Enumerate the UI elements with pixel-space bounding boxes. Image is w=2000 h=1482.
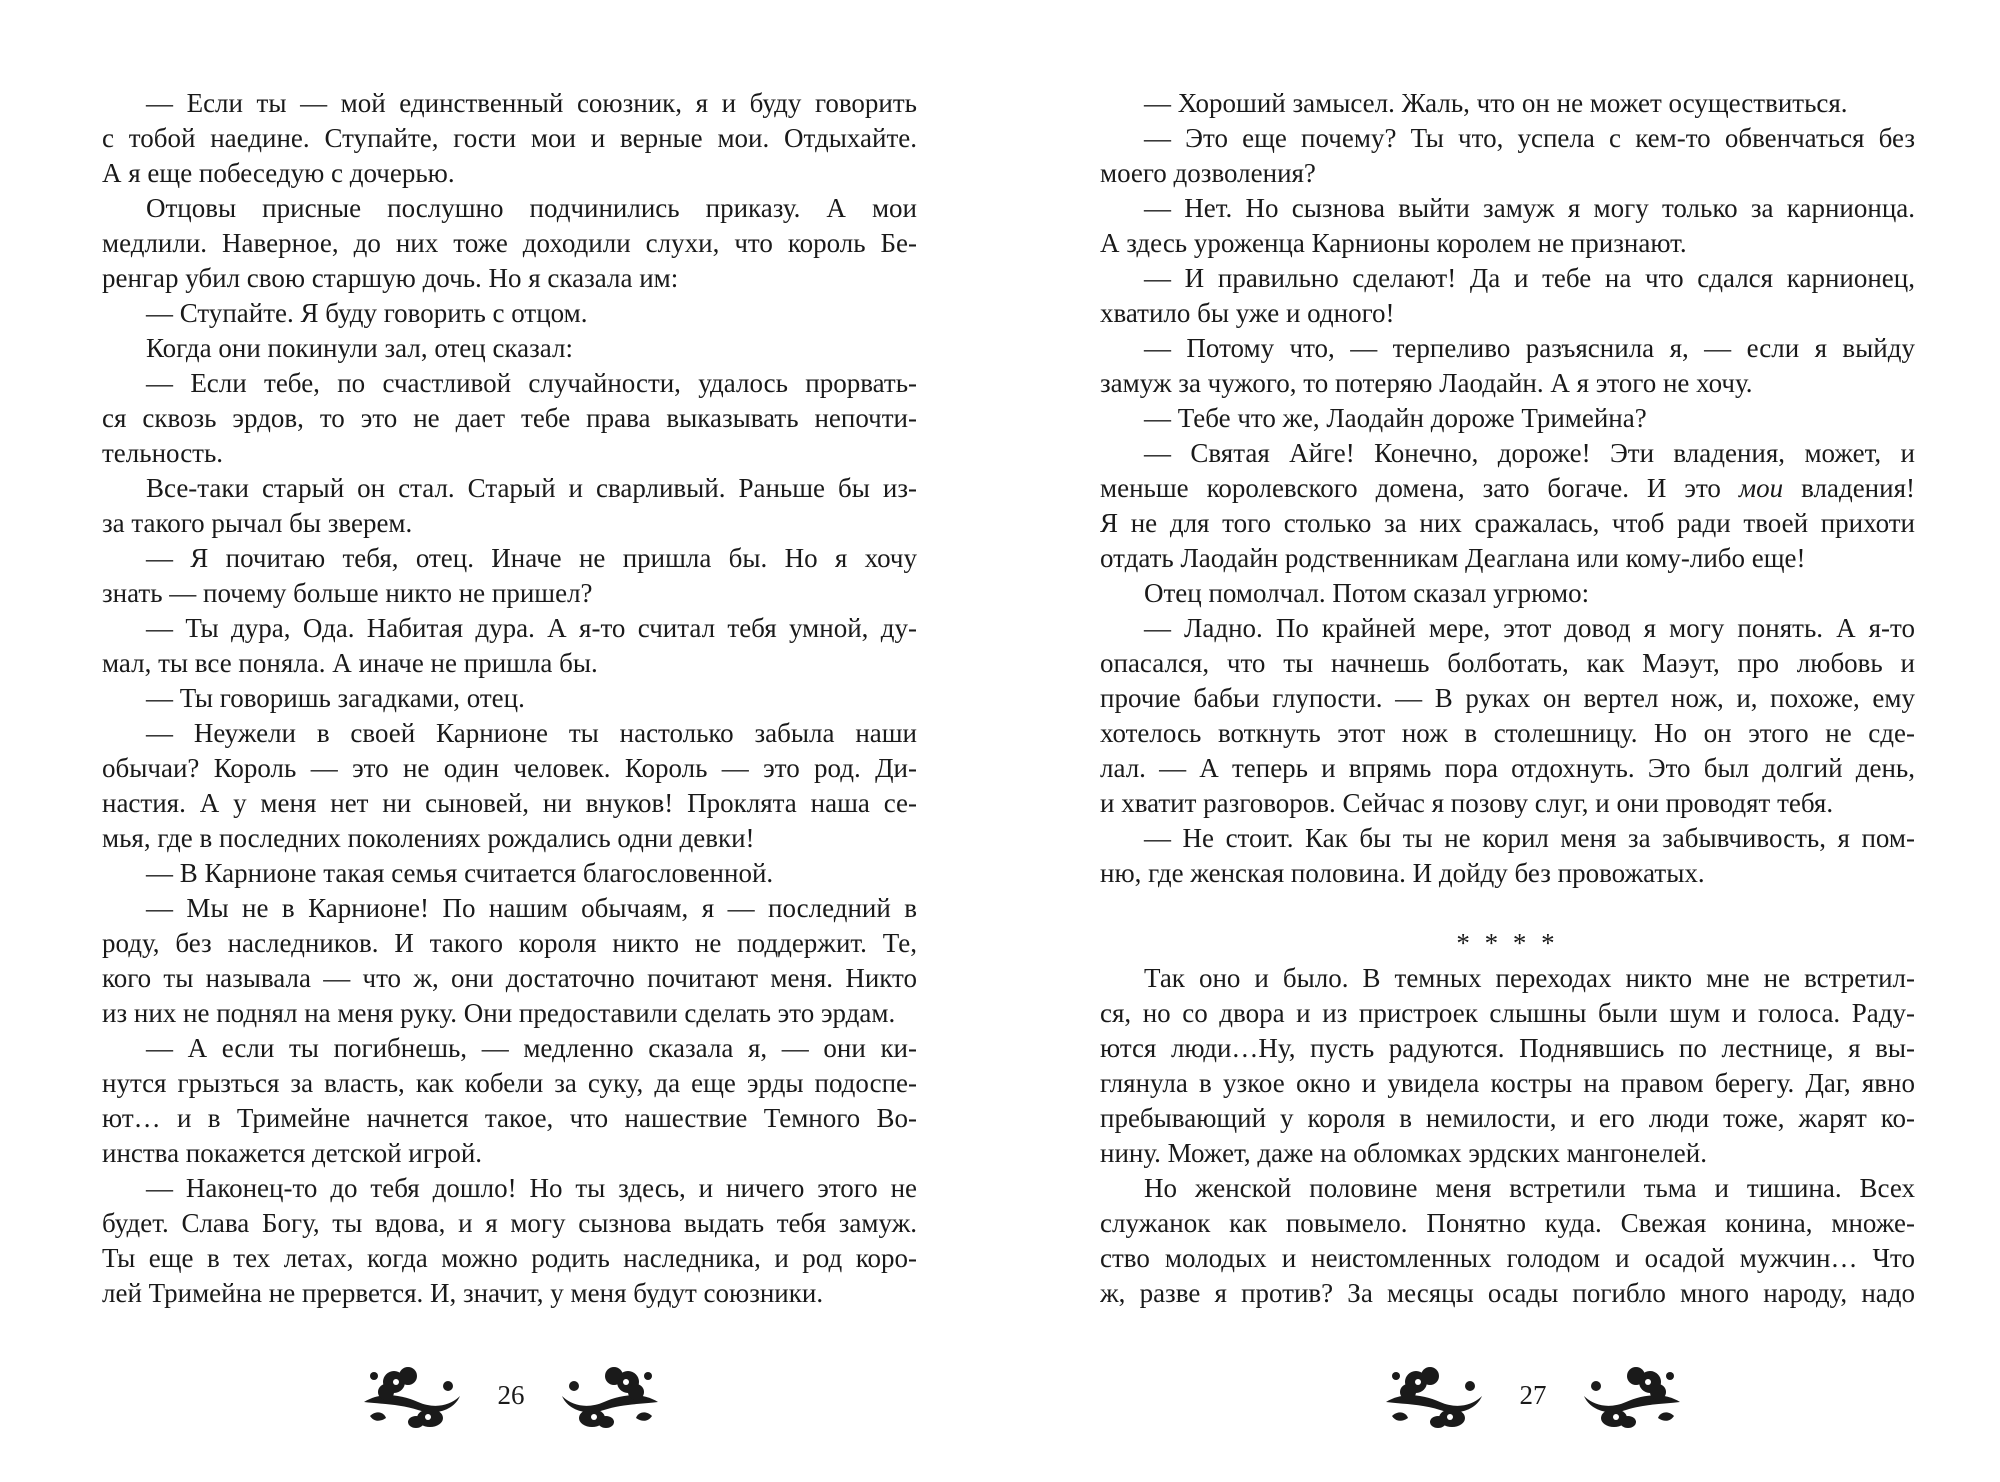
- text-line: служанок как повымело. Понятно куда. Свежая конина, множе-: [1100, 1208, 1915, 1238]
- text-line: — Это еще почему? Ты что, успела с кем-то обвенчаться без: [1144, 123, 1915, 153]
- text-line: меньше королевского домена, зато богаче. И это мои владения!: [1100, 473, 1915, 503]
- text-line: — И правильно сделают! Да и тебе на что сдался карнионец,: [1144, 263, 1915, 293]
- text-line: прочие бабьи глупости. — В руках он вертел нож, и, похоже, ему: [1100, 683, 1915, 713]
- text-line: А я еще побеседую с дочерью.: [102, 158, 455, 188]
- text-line: Когда они покинули зал, отец сказал:: [146, 333, 573, 363]
- text-line: — Ладно. По крайней мере, этот довод я могу понять. А я-то: [1144, 613, 1915, 643]
- text-line: лал. — А теперь и впрямь пора отдохнуть. Это был долгий день,: [1100, 753, 1915, 783]
- floral-ornament-icon: [1578, 1356, 1688, 1434]
- page-number: 26: [497, 1380, 525, 1410]
- text-line: — Ступайте. Я буду говорить с отцом.: [146, 298, 588, 328]
- text-line: роду, без наследников. И такого короля никто не поддержит. Те,: [102, 928, 917, 958]
- text-line: — Хороший замысел. Жаль, что он не может осуществиться.: [1144, 88, 1848, 118]
- right-page-footer: [1378, 1355, 1688, 1435]
- text-line: за такого рычал бы зверем.: [102, 508, 413, 538]
- text-line: знать — почему больше никто не пришел?: [102, 578, 593, 608]
- text-line: хватило бы уже и одного!: [1100, 298, 1395, 328]
- section-break: * * * *: [1456, 928, 1559, 958]
- text-line: замуж за чужого, то потеряю Лаодайн. А я этого не хочу.: [1100, 368, 1753, 398]
- text-line: — Святая Айге! Конечно, дороже! Эти владения, может, и: [1144, 438, 1915, 468]
- right-page: [1100, 86, 1915, 1311]
- text-line: — Потому что, — терпеливо разъяснила я, — если я выйду: [1144, 333, 1915, 363]
- text-line: А здесь уроженца Карнионы королем не признают.: [1100, 228, 1687, 258]
- text-line: отдать Лаодайн родственникам Деаглана или кому-либо еще!: [1100, 543, 1806, 573]
- text-line: моего дозволения?: [1100, 158, 1316, 188]
- text-line: ренгар убил свою старшую дочь. Но я сказала им:: [102, 263, 679, 293]
- page-number: 27: [1519, 1380, 1547, 1410]
- text-line: мал, ты все поняла. А иначе не пришла бы.: [102, 648, 598, 678]
- text-line: и хватит разговоров. Сейчас я позову слуг, и они проводят тебя.: [1100, 788, 1834, 818]
- text-line: мья, где в последних поколениях рождались одни девки!: [102, 823, 755, 853]
- left-page: [102, 86, 917, 1311]
- floral-ornament-icon: [556, 1356, 666, 1434]
- text-line: Отцовы присные послушно подчинились приказу. А мои: [146, 193, 917, 223]
- text-line: ство молодых и неистомленных голодом и осадой мужчин… Что: [1100, 1243, 1915, 1273]
- text-line: Отец помолчал. Потом сказал угрюмо:: [1144, 578, 1590, 608]
- text-line: кого ты называла — что ж, они достаточно почитают меня. Никто: [102, 963, 917, 993]
- text-line: Ты еще в тех летах, когда можно родить наследника, и род коро-: [102, 1243, 917, 1273]
- text-line: нутся грызться за власть, как кобели за суку, да еще эрды подоспе-: [102, 1068, 917, 1098]
- text-line: — Наконец-то до тебя дошло! Но ты здесь, и ничего этого не: [146, 1173, 917, 1203]
- text-line: — Неужели в своей Карнионе ты настолько забыла наши: [146, 718, 917, 748]
- emphasis: мои: [1738, 473, 1784, 503]
- text-line: тельность.: [102, 438, 224, 468]
- left-page-footer: [356, 1355, 666, 1435]
- text-line: — Нет. Но сызнова выйти замуж я могу только за карнионца.: [1144, 193, 1915, 223]
- text-line: будет. Слава Богу, ты вдова, и я могу сызнова выдать тебя замуж.: [102, 1208, 917, 1238]
- text-line: — Тебе что же, Лаодайн дороже Тримейна?: [1144, 403, 1647, 433]
- text-line: из них не поднял на меня руку. Они предоставили сделать это эрдам.: [102, 998, 896, 1028]
- floral-ornament-icon: [1378, 1356, 1488, 1434]
- text-line: ют… и в Тримейне начнется такое, что нашествие Темного Во-: [102, 1103, 917, 1133]
- text-line: с тобой наедине. Ступайте, гости мои и верные мои. Отдыхайте.: [102, 123, 917, 153]
- text-line: — А если ты погибнешь, — медленно сказала я, — они ки-: [146, 1033, 917, 1063]
- text-line: медлили. Наверное, до них тоже доходили слухи, что король Бе-: [102, 228, 917, 258]
- text-line: Все-таки старый он стал. Старый и сварливый. Раньше бы из-: [146, 473, 917, 503]
- section-gap: [1100, 891, 1915, 926]
- text-line: Так оно и было. В темных переходах никто мне не встретил-: [1144, 963, 1915, 993]
- text-line: ся, но со двора и из пристроек слышны были шум и голоса. Раду-: [1100, 998, 1915, 1028]
- text-line: лей Тримейна не прервется. И, значит, у меня будут союзники.: [102, 1278, 824, 1308]
- text-line: обычаи? Король — это не один человек. Король — это род. Ди-: [102, 753, 917, 783]
- text-line: глянула в узкое окно и увидела костры на правом берегу. Даг, явно: [1100, 1068, 1915, 1098]
- text-line: — Ты говоришь загадками, отец.: [146, 683, 525, 713]
- text-line: Но женской половине меня встретили тьма и тишина. Всех: [1144, 1173, 1915, 1203]
- text-line: ются люди…Ну, пусть радуются. Поднявшись по лестнице, я вы-: [1100, 1033, 1915, 1063]
- text-line: — В Карнионе такая семья считается благословенной.: [146, 858, 774, 888]
- text-line: — Ты дура, Ода. Набитая дура. А я-то считал тебя умной, ду-: [146, 613, 917, 643]
- text-line: — Если тебе, по счастливой случайности, удалось прорвать-: [146, 368, 917, 398]
- text-line: инства покажется детской игрой.: [102, 1138, 483, 1168]
- floral-ornament-icon: [356, 1356, 466, 1434]
- text-line: нину. Может, даже на обломках эрдских мангонелей.: [1100, 1138, 1707, 1168]
- text-line: ся сквозь эрдов, то это не дает тебе права выказывать непочти-: [102, 403, 917, 433]
- text-line: — Если ты — мой единственный союзник, я и буду говорить: [146, 88, 917, 118]
- text-line: опасался, что ты начнешь болботать, как Маэут, про любовь и: [1100, 648, 1915, 678]
- text-line: хотелось воткнуть этот нож в столешницу. Но он этого не сде-: [1100, 718, 1915, 748]
- text-line: — Мы не в Карнионе! По нашим обычаям, я — последний в: [146, 893, 917, 923]
- text-line: ж, разве я против? За месяцы осады погибло много народу, надо: [1100, 1278, 1915, 1308]
- text-line: настия. А у меня нет ни сыновей, ни внуков! Проклята наша се-: [102, 788, 917, 818]
- text-line: пребывающий у короля в немилости, и его люди тоже, жарят ко-: [1100, 1103, 1915, 1133]
- text-line: Я не для того столько за них сражалась, чтоб ради твоей прихоти: [1100, 508, 1915, 538]
- text-line: ню, где женская половина. И дойду без провожатых.: [1100, 858, 1705, 888]
- text-line: — Не стоит. Как бы ты не корил меня за забывчивость, я пом-: [1144, 823, 1915, 853]
- text-line: — Я почитаю тебя, отец. Иначе не пришла бы. Но я хочу: [146, 543, 917, 573]
